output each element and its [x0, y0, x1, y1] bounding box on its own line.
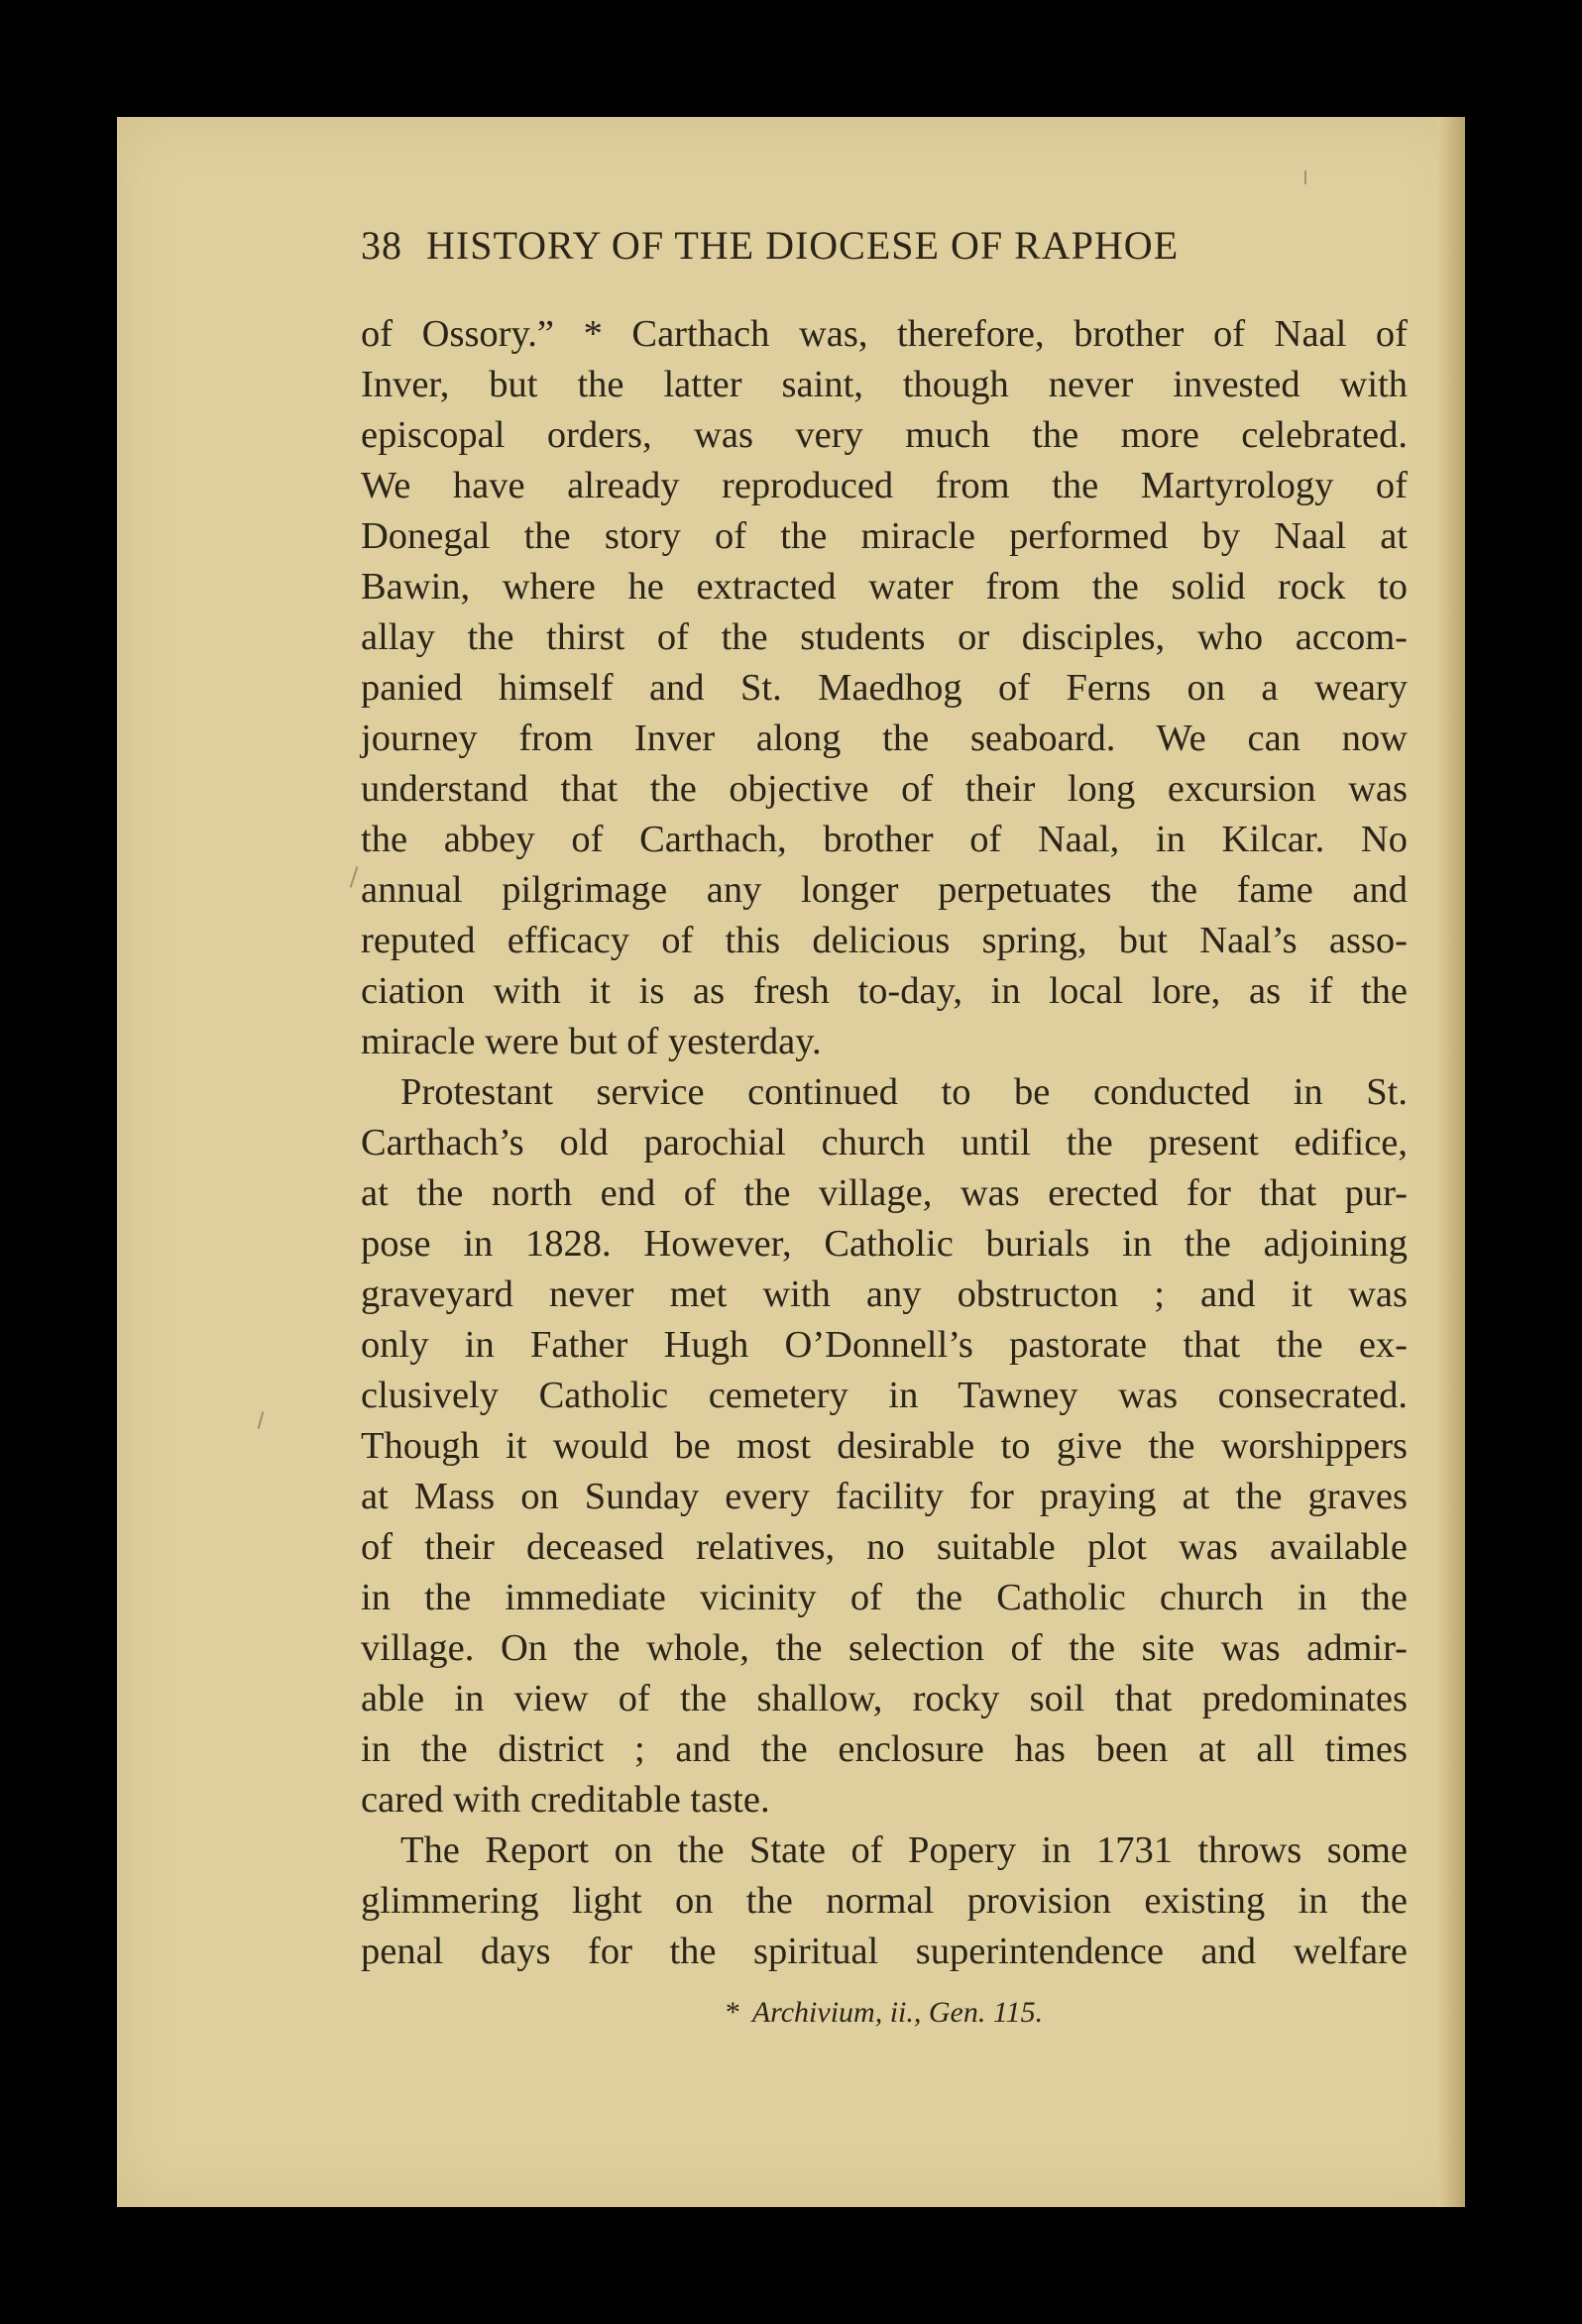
page-number: 38: [361, 223, 402, 268]
margin-mark: [1304, 170, 1306, 184]
text-line: clusively Catholic cemetery in Tawney was consecrated.: [361, 1375, 1408, 1416]
text-line: penal days for the spiritual superintendence and welfare: [361, 1931, 1408, 1972]
text-line: We have already reproduced from the Martyrology of: [361, 465, 1408, 506]
text-line: The Report on the State of Popery in 1731 throws some: [400, 1829, 1408, 1871]
text-line: Donegal the story of the miracle performed by Naal at: [361, 515, 1408, 557]
text-line: at Mass on Sunday every facility for praying at the graves: [361, 1476, 1408, 1517]
text-line: only in Father Hugh O’Donnell’s pastorate that the ex-: [361, 1324, 1408, 1366]
footnote: [361, 1996, 1408, 2030]
text-line: in the immediate vicinity of the Catholic church in the: [361, 1577, 1408, 1618]
text-line: ciation with it is as fresh to-day, in local lore, as if the: [361, 970, 1408, 1012]
text-line: annual pilgrimage any longer perpetuates the fame and: [361, 869, 1408, 911]
running-header: [361, 222, 1342, 269]
text-line: miracle were but of yesterday.: [361, 1021, 822, 1062]
footnote-marker: *: [725, 1996, 740, 2029]
running-title: HISTORY OF THE DIOCESE OF RAPHOE: [426, 223, 1180, 268]
footnote-text: Archivium, ii., Gen. 115.: [751, 1996, 1044, 2029]
text-line: Bawin, where he extracted water from the solid rock to: [361, 566, 1408, 608]
text-line: graveyard never met with any obstructon ; and it was: [361, 1273, 1408, 1315]
text-line: at the north end of the village, was erected for that pur-: [361, 1172, 1408, 1214]
text-line: glimmering light on the normal provision existing in the: [361, 1880, 1408, 1922]
text-line: village. On the whole, the selection of the site was admir-: [361, 1627, 1408, 1669]
text-line: Though it would be most desirable to give the worshippers: [361, 1425, 1408, 1467]
text-line: the abbey of Carthach, brother of Naal, in Kilcar. No: [361, 819, 1408, 860]
text-line: in the district ; and the enclosure has been at all times: [361, 1728, 1408, 1770]
text-line: journey from Inver along the seaboard. We can now: [361, 718, 1408, 759]
text-line: reputed efficacy of this delicious spring, but Naal’s asso-: [361, 920, 1408, 961]
text-line: cared with creditable taste.: [361, 1779, 770, 1821]
text-line: Carthach’s old parochial church until the present edifice,: [361, 1122, 1408, 1163]
text-line: of their deceased relatives, no suitable plot was available: [361, 1526, 1408, 1568]
text-line: able in view of the shallow, rocky soil that predominates: [361, 1678, 1408, 1719]
text-line: panied himself and St. Maedhog of Ferns on a weary: [361, 667, 1408, 709]
text-line: of Ossory.” * Carthach was, therefore, brother of Naal of: [361, 313, 1408, 355]
text-line: episcopal orders, was very much the more celebrated.: [361, 414, 1408, 456]
text-line: Inver, but the latter saint, though never invested with: [361, 364, 1408, 405]
text-line: pose in 1828. However, Catholic burials in the adjoining: [361, 1223, 1408, 1265]
text-line: understand that the objective of their long excursion was: [361, 768, 1408, 810]
text-line: allay the thirst of the students or disciples, who accom-: [361, 616, 1408, 658]
body-text: [361, 309, 1408, 1977]
text-line: Protestant service continued to be conducted in St.: [400, 1071, 1408, 1113]
page-edge: [1437, 117, 1465, 2207]
